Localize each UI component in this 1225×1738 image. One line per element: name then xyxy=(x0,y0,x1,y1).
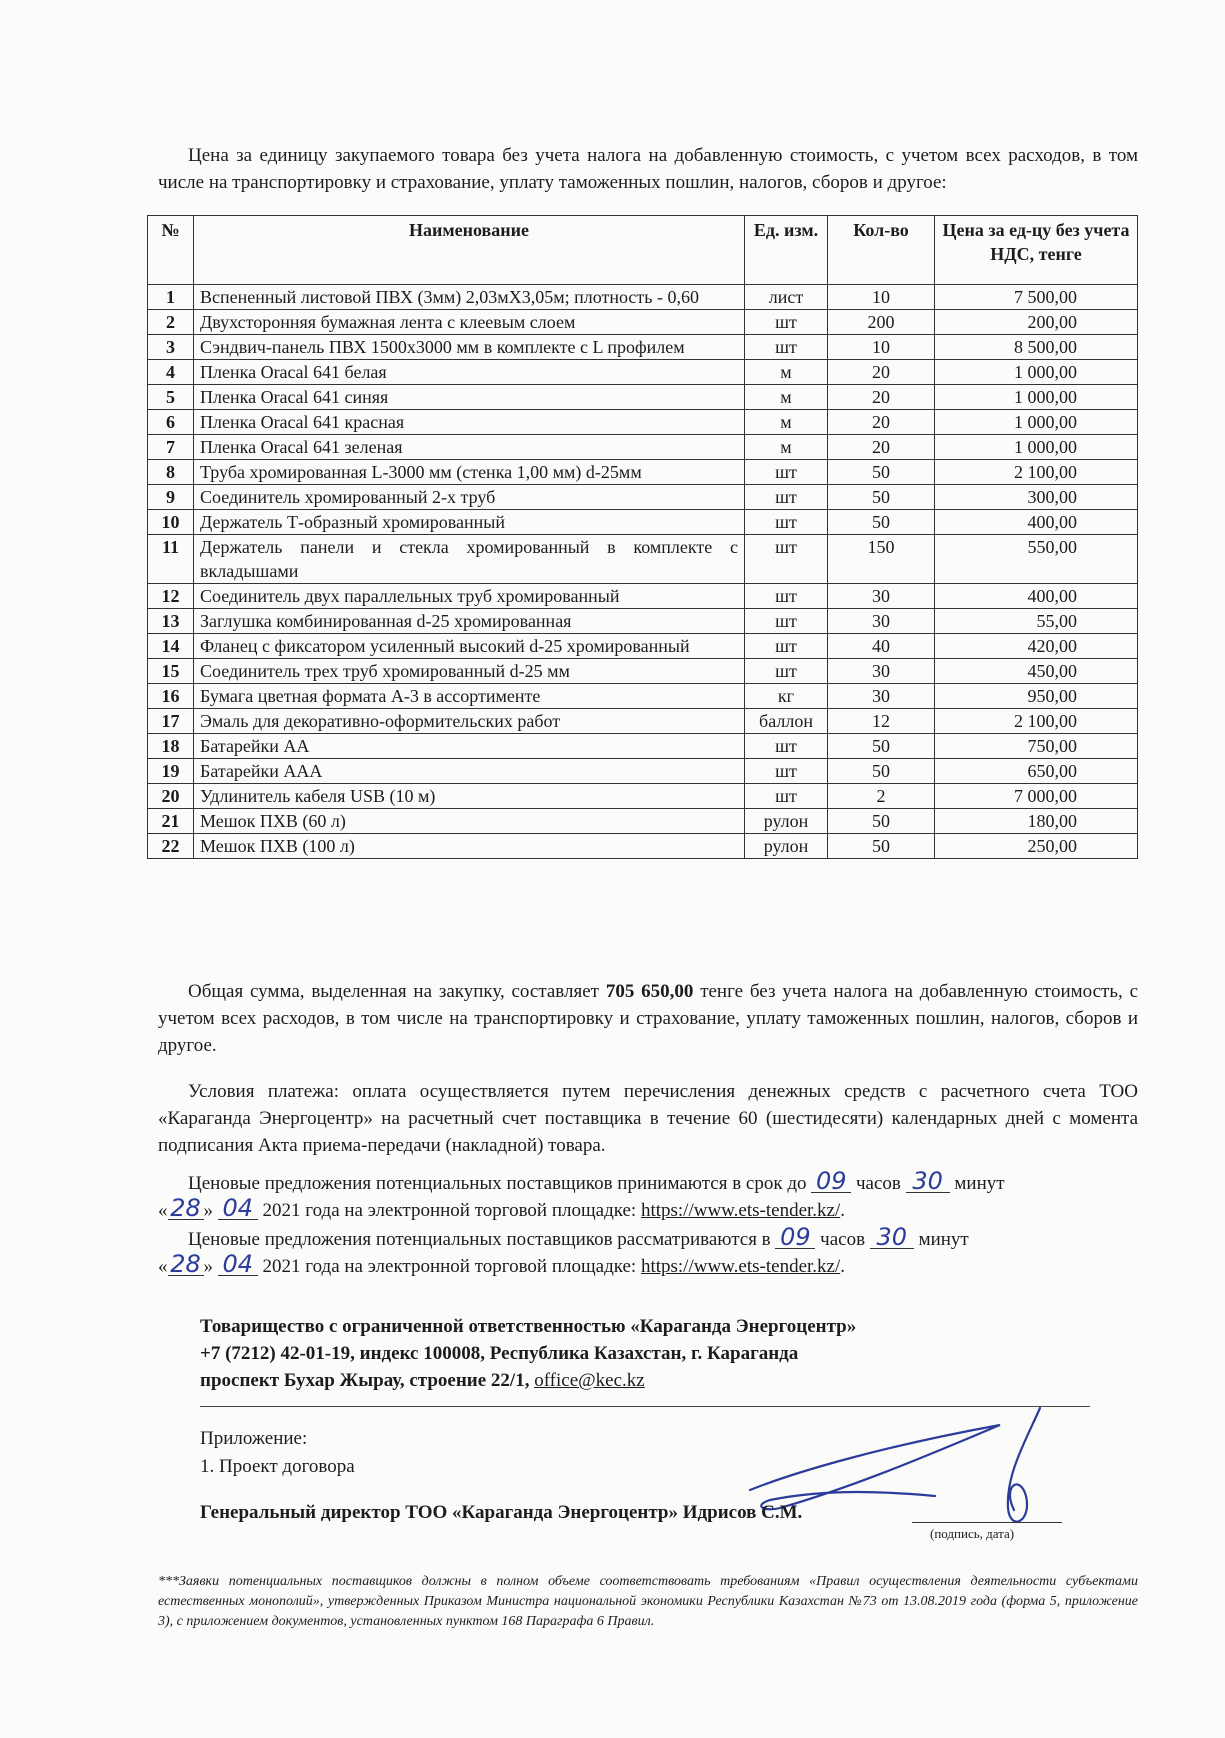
table-row xyxy=(148,385,1138,410)
item-name: Пленка Oracal 641 зеленая xyxy=(194,435,745,460)
item-quantity: 50 xyxy=(828,485,935,510)
item-quantity: 30 xyxy=(828,584,935,609)
item-name: Фланец с фиксатором усиленный высокий d-25 хромированный xyxy=(194,634,745,659)
table-row xyxy=(148,784,1138,809)
deadline-review-month: 04 xyxy=(218,1253,258,1276)
deadline-review-open-quote: « xyxy=(158,1256,168,1277)
item-quantity: 40 xyxy=(828,634,935,659)
table-header-row xyxy=(148,216,1138,285)
item-name: Мешок ПХВ (100 л) xyxy=(194,834,745,859)
item-name: Эмаль для декоративно-оформительских работ xyxy=(194,709,745,734)
item-name: Батарейки ААА xyxy=(194,759,745,784)
item-name: Мешок ПХВ (60 л) xyxy=(194,809,745,834)
row-number: 12 xyxy=(148,584,194,609)
row-number: 8 xyxy=(148,460,194,485)
table-row xyxy=(148,460,1138,485)
item-unit: шт xyxy=(745,759,828,784)
item-price: 420,00 xyxy=(935,634,1138,659)
item-quantity: 10 xyxy=(828,335,935,360)
table-row xyxy=(148,809,1138,834)
item-name: Труба хромированная L-3000 мм (стенка 1,00 мм) d-25мм xyxy=(194,460,745,485)
item-price: 1 000,00 xyxy=(935,435,1138,460)
attachment-title: Приложение: xyxy=(200,1428,308,1449)
footnote: ***Заявки потенциальных поставщиков должны в полном объеме соответствовать требованиям «Правил осуществления деятельности субъектами естественных монополий», утвержденных Приказом Министра национальной экономики Республики Казахстан №73 от 13.08.2019 года (форма 5, приложение 3), с приложением документов, установленных пунктом 168 Параграфа 6 Правил. xyxy=(158,1574,1138,1629)
row-number: 5 xyxy=(148,385,194,410)
item-unit: шт xyxy=(745,460,828,485)
row-number: 17 xyxy=(148,709,194,734)
item-quantity: 2 xyxy=(828,784,935,809)
header-number: № xyxy=(148,216,194,285)
item-name: Удлинитель кабеля USB (10 м) xyxy=(194,784,745,809)
company-phone-address: +7 (7212) 42-01-19, индекс 100008, Республика Казахстан, г. Караганда xyxy=(200,1343,799,1364)
item-quantity: 12 xyxy=(828,709,935,734)
table-row xyxy=(148,734,1138,759)
item-price: 1 000,00 xyxy=(935,410,1138,435)
item-price: 250,00 xyxy=(935,834,1138,859)
deadline-review-year-text: 2021 года на электронной торговой площадке: xyxy=(262,1256,637,1277)
table-row xyxy=(148,335,1138,360)
item-unit: шт xyxy=(745,310,828,335)
deadline-review-day: 28 xyxy=(168,1253,204,1276)
intro-text: Цена за единицу закупаемого товара без учета налога на добавленную стоимость, с учетом всех расходов, в том числе на транспортировку и страхование, уплату таможенных пошлин, налогов, сборов и другое: xyxy=(158,145,1138,193)
header-price: Цена за ед-цу без учета НДС, тенге xyxy=(935,216,1138,285)
table-row xyxy=(148,285,1138,310)
company-street xyxy=(200,1367,856,1394)
table-body xyxy=(148,285,1138,859)
item-quantity: 150 xyxy=(828,535,935,584)
deadline-accept-day: 28 xyxy=(168,1197,204,1220)
item-name: Пленка Oracal 641 красная xyxy=(194,410,745,435)
deadline-accept-month: 04 xyxy=(218,1197,258,1220)
item-price: 400,00 xyxy=(935,510,1138,535)
item-name: Батарейки АА xyxy=(194,734,745,759)
item-unit: шт xyxy=(745,510,828,535)
item-unit: шт xyxy=(745,659,828,684)
item-unit: шт xyxy=(745,609,828,634)
table-row xyxy=(148,684,1138,709)
item-unit: м xyxy=(745,435,828,460)
row-number: 14 xyxy=(148,634,194,659)
deadline-accept-end: . xyxy=(840,1200,845,1221)
item-price: 200,00 xyxy=(935,310,1138,335)
total-text-after: тенге без учета налога на добавленную стоимость, с учетом всех расходов, в том числе на транспортировку и страхование, уплату таможенных пошлин, налогов, сборов и другое. xyxy=(158,981,1139,1056)
table-row xyxy=(148,535,1138,584)
payment-paragraph xyxy=(158,1078,1138,1159)
row-number: 21 xyxy=(148,809,194,834)
company-block xyxy=(200,1313,856,1394)
signature-graphic xyxy=(740,1400,1080,1550)
header-unit: Ед. изм. xyxy=(745,216,828,285)
row-number: 19 xyxy=(148,759,194,784)
item-price: 180,00 xyxy=(935,809,1138,834)
item-name: Держатель Т-образный хромированный xyxy=(194,510,745,535)
item-unit: баллон xyxy=(745,709,828,734)
item-price: 8 500,00 xyxy=(935,335,1138,360)
deadline-accept-text: Ценовые предложения потенциальных поставщиков принимаются в срок до xyxy=(188,1173,807,1194)
item-price: 300,00 xyxy=(935,485,1138,510)
payment-text: Условия платежа: оплата осуществляется путем перечисления денежных средств с расчетного счета ТОО «Караганда Энергоцентр» на расчетный счет поставщика в течение 60 (шестидесяти) календарных дней с момента подписания Акта приема-передачи (накладной) товара. xyxy=(158,1081,1138,1156)
item-name: Соединитель трех труб хромированный d-25 мм xyxy=(194,659,745,684)
item-unit: шт xyxy=(745,335,828,360)
row-number: 20 xyxy=(148,784,194,809)
row-number: 9 xyxy=(148,485,194,510)
goods-table xyxy=(147,215,1138,859)
row-number: 10 xyxy=(148,510,194,535)
deadline-accept-hours-label: часов xyxy=(856,1173,901,1194)
intro-paragraph xyxy=(158,142,1138,196)
item-name: Заглушка комбинированная d-25 хромированная xyxy=(194,609,745,634)
item-name: Соединитель хромированный 2-х труб xyxy=(194,485,745,510)
item-unit: м xyxy=(745,385,828,410)
item-unit: рулон xyxy=(745,834,828,859)
row-number: 13 xyxy=(148,609,194,634)
item-price: 55,00 xyxy=(935,609,1138,634)
director-signature-line: Генеральный директор ТОО «Караганда Энергоцентр» Идрисов С.М. xyxy=(200,1502,803,1523)
table-row xyxy=(148,360,1138,385)
deadline-review-text: Ценовые предложения потенциальных поставщиков рассматриваются в xyxy=(188,1229,771,1250)
item-quantity: 200 xyxy=(828,310,935,335)
deadline-review-close-quote: » xyxy=(203,1256,213,1277)
item-quantity: 20 xyxy=(828,410,935,435)
item-unit: м xyxy=(745,410,828,435)
deadline-accept-paragraph xyxy=(158,1167,1138,1224)
item-unit: шт xyxy=(745,535,828,584)
item-quantity: 50 xyxy=(828,460,935,485)
item-quantity: 50 xyxy=(828,510,935,535)
company-email-link[interactable]: office@kec.kz xyxy=(534,1370,645,1391)
item-quantity: 30 xyxy=(828,684,935,709)
item-unit: м xyxy=(745,360,828,385)
table-row xyxy=(148,584,1138,609)
item-price: 550,00 xyxy=(935,535,1138,584)
item-quantity: 30 xyxy=(828,659,935,684)
total-paragraph xyxy=(158,978,1138,1059)
item-name: Двухсторонняя бумажная лента с клеевым слоем xyxy=(194,310,745,335)
item-price: 2 100,00 xyxy=(935,460,1138,485)
deadline-accept-url[interactable]: https://www.ets-tender.kz/ xyxy=(640,1200,841,1221)
item-quantity: 50 xyxy=(828,809,935,834)
attachment-item: 1. Проект договора xyxy=(200,1456,355,1477)
deadline-review-minutes-label: минут xyxy=(918,1229,969,1250)
deadline-review-paragraph xyxy=(158,1223,1138,1280)
deadline-review-url[interactable]: https://www.ets-tender.kz/ xyxy=(640,1256,841,1277)
signature-underline xyxy=(912,1522,1062,1523)
item-unit: кг xyxy=(745,684,828,709)
item-unit: шт xyxy=(745,734,828,759)
item-quantity: 50 xyxy=(828,834,935,859)
row-number: 18 xyxy=(148,734,194,759)
row-number: 15 xyxy=(148,659,194,684)
item-name: Пленка Oracal 641 синяя xyxy=(194,385,745,410)
item-quantity: 20 xyxy=(828,385,935,410)
table-row xyxy=(148,834,1138,859)
item-price: 7 500,00 xyxy=(935,285,1138,310)
table-row xyxy=(148,659,1138,684)
item-price: 450,00 xyxy=(935,659,1138,684)
item-name: Держатель панели и стекла хромированный в комплекте с вкладышами xyxy=(194,535,745,584)
row-number: 16 xyxy=(148,684,194,709)
row-number: 2 xyxy=(148,310,194,335)
item-unit: лист xyxy=(745,285,828,310)
table-row xyxy=(148,634,1138,659)
header-name: Наименование xyxy=(194,216,745,285)
item-unit: рулон xyxy=(745,809,828,834)
table-row xyxy=(148,410,1138,435)
item-price: 950,00 xyxy=(935,684,1138,709)
item-quantity: 50 xyxy=(828,734,935,759)
row-number: 7 xyxy=(148,435,194,460)
row-number: 3 xyxy=(148,335,194,360)
item-unit: шт xyxy=(745,784,828,809)
item-unit: шт xyxy=(745,584,828,609)
item-price: 400,00 xyxy=(935,584,1138,609)
item-name: Пленка Oracal 641 белая xyxy=(194,360,745,385)
row-number: 6 xyxy=(148,410,194,435)
deadline-accept-minutes: 30 xyxy=(906,1170,950,1193)
table-row xyxy=(148,435,1138,460)
item-quantity: 10 xyxy=(828,285,935,310)
company-street-text: проспект Бухар Жырау, строение 22/1, xyxy=(200,1370,530,1391)
row-number: 11 xyxy=(148,535,194,584)
total-text-before: Общая сумма, выделенная на закупку, составляет xyxy=(188,981,599,1002)
item-unit: шт xyxy=(745,485,828,510)
deadline-accept-hours: 09 xyxy=(811,1170,851,1193)
item-price: 650,00 xyxy=(935,759,1138,784)
item-name: Вспененный листовой ПВХ (3мм) 2,03мХ3,05м; плотность - 0,60 xyxy=(194,285,745,310)
deadline-accept-minutes-label: минут xyxy=(954,1173,1005,1194)
item-price: 1 000,00 xyxy=(935,360,1138,385)
item-name: Сэндвич-панель ПВХ 1500х3000 мм в комплекте с L профилем xyxy=(194,335,745,360)
company-name: Товарищество с ограниченной ответственностью «Караганда Энергоцентр» xyxy=(200,1316,857,1337)
total-amount: 705 650,00 xyxy=(605,981,694,1002)
item-price: 7 000,00 xyxy=(935,784,1138,809)
deadline-review-hours: 09 xyxy=(775,1226,815,1249)
header-quantity: Кол-во xyxy=(828,216,935,285)
item-quantity: 50 xyxy=(828,759,935,784)
attachment-block xyxy=(200,1425,355,1481)
row-number: 1 xyxy=(148,285,194,310)
table-row xyxy=(148,310,1138,335)
item-name: Бумага цветная формата А-3 в ассортименте xyxy=(194,684,745,709)
item-price: 1 000,00 xyxy=(935,385,1138,410)
item-quantity: 20 xyxy=(828,360,935,385)
deadline-review-end: . xyxy=(840,1256,845,1277)
deadline-review-minutes: 30 xyxy=(870,1226,914,1249)
table-row xyxy=(148,759,1138,784)
deadline-accept-open-quote: « xyxy=(158,1200,168,1221)
table-row xyxy=(148,485,1138,510)
signature-caption: (подпись, дата) xyxy=(930,1526,1015,1541)
table-row xyxy=(148,609,1138,634)
deadline-review-hours-label: часов xyxy=(820,1229,866,1250)
table-row xyxy=(148,709,1138,734)
item-unit: шт xyxy=(745,634,828,659)
item-price: 2 100,00 xyxy=(935,709,1138,734)
item-price: 750,00 xyxy=(935,734,1138,759)
deadline-accept-close-quote: » xyxy=(203,1200,213,1221)
item-name: Соединитель двух параллельных труб хромированный xyxy=(194,584,745,609)
row-number: 4 xyxy=(148,360,194,385)
row-number: 22 xyxy=(148,834,194,859)
item-quantity: 30 xyxy=(828,609,935,634)
table-row xyxy=(148,510,1138,535)
deadline-accept-year-text: 2021 года на электронной торговой площадке: xyxy=(262,1200,637,1221)
item-quantity: 20 xyxy=(828,435,935,460)
